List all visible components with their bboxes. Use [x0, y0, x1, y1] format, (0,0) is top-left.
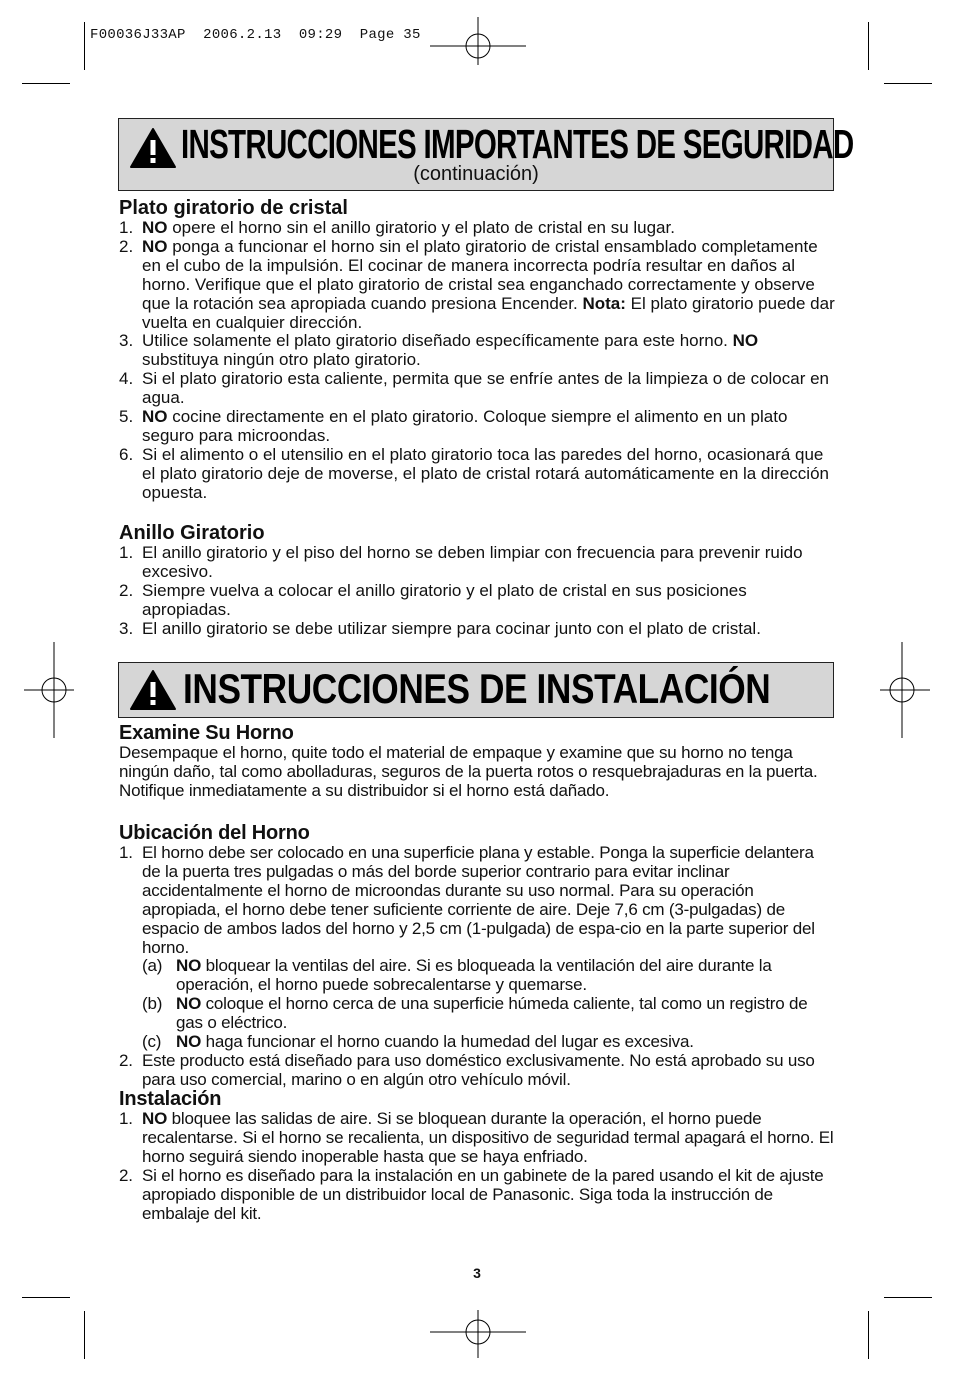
registration-mark-right [880, 642, 930, 738]
list-item: 5. NO cocine directamente en el plato giratorio. Coloque siempre el alimento en un plato seguro para microondas. [119, 407, 788, 445]
installation-banner [118, 662, 834, 718]
list-item: 2. NO ponga a funcionar el horno sin el plato giratorio de cristal ensamblado completamente en el cubo de la impulsión. El cocinar de manera incorrecta podría resultar en daños al horno. Verifique que el plato giratorio de cristal sea enganchado correctamente y observe que la rotación sea apropiada cuando presiona Encender. Nota: El plato giratorio puede dar vuelta en cualquier dirección. [119, 236, 835, 332]
list-item: 6. Si el alimento o el utensilio en el plato giratorio toca las paredes del horno, ocasionará que el plato giratorio deje de moverse, el plato de cristal rotará automáticamente en la dirección opuesta. [119, 444, 829, 502]
list-item: 2. Siempre vuelva a colocar el anillo giratorio y el plato de cristal en sus posiciones apropiadas. [119, 580, 747, 619]
registration-mark-left [24, 642, 74, 738]
section-heading: Anillo Giratorio [119, 522, 265, 544]
list-item: 4. Si el plato giratorio esta caliente, permita que se enfríe antes de la limpieza o de colocar en agua. [119, 369, 830, 408]
list-item: 1. NO opere el horno sin el anillo giratorio y el plato de cristal en su lugar. [119, 218, 675, 237]
printer-slug: F00036J33AP 2006.2.13 09:29 Page 35 [90, 27, 421, 43]
warning-triangle-icon [129, 669, 177, 711]
list-item: 3. Utilice solamente el plato giratorio diseñado específicamente para este horno. NO substituya ningún otro plato giratorio. [119, 331, 759, 370]
safety-banner-subtitle: (continuación) [413, 163, 539, 185]
section-anillo-giratorio [119, 522, 835, 639]
safety-banner [118, 118, 854, 191]
list-subitem: (c) NO haga funcionar el horno cuando la humedad del lugar es excesiva. [142, 1032, 694, 1052]
registration-mark-bottom [430, 1310, 526, 1358]
section-heading: Ubicación del Horno [119, 822, 310, 844]
list-item: 2. Este producto está diseñado para uso doméstico exclusivamente. No está aprobado su uso para uso comercial, marino o en algún otro vehículo móvil. [119, 1050, 815, 1089]
paragraph: Desempaque el horno, quite todo el material de empaque y examine que su horno no tenga ningún daño, tal como abolladuras, seguros de la puerta rotos o resquebrajaduras en la puerta. Notifique inmediatamente a su distribuidor si el horno está dañado. [119, 743, 818, 800]
section-ubicacion-horno [119, 822, 835, 1090]
list-item: 3. El anillo giratorio se debe utilizar siempre para cocinar junto con el plato de cristal. [119, 618, 761, 638]
list-item: 1. El anillo giratorio y el piso del horno se deben limpiar con frecuencia para prevenir ruido excesivo. [119, 543, 803, 581]
installation-banner-title: INSTRUCCIONES DE INSTALACIÓN [183, 665, 771, 712]
section-examine-horno [119, 722, 835, 801]
section-heading: Examine Su Horno [119, 722, 294, 744]
list-subitem: (a) NO bloquear la ventilas del aire. Si es bloqueada la ventilación del aire durante la operación, el horno puede sobrecalentarse y quemarse. [142, 956, 772, 995]
section-plato-giratorio [119, 197, 835, 503]
list-item: 1. El horno debe ser colocado en una superficie plana y estable. Ponga la superficie delantera de la puerta tres pulgadas o más del borde superior contrario para evitar inclinar accidentalmente el horno de microondas durante su uso normal. Para su operación apropiada, el horno debe tener suficiente corriente de aire. Deje 7,6 cm (3-pulgadas) de espacio de ambos lados del horno y 2,5 cm (1-pulgada) de espa-cio en la parte superior del horno. [119, 843, 815, 957]
section-instalacion [119, 1088, 835, 1223]
section-heading: Plato giratorio de cristal [119, 197, 348, 219]
list-subitem: (b) NO coloque el horno cerca de una superficie húmeda caliente, tal como un registro de gas o eléctrico. [142, 994, 808, 1033]
section-heading: Instalación [119, 1088, 222, 1110]
page-number: 3 [473, 1265, 481, 1281]
safety-banner-title: INSTRUCCIONES IMPORTANTES DE SEGURIDAD [181, 121, 854, 167]
registration-mark-top [430, 17, 526, 65]
list-item: 1. NO bloquee las salidas de aire. Si se bloquean durante la operación, el horno puede recalentarse. Si el horno se recalienta, un dispositivo de seguridad termal apagará el horno. El horno seguirá siendo inoperable hasta que se haya enfriado. [119, 1109, 834, 1166]
list-item: 2. Si el horno es diseñado para la instalación en un gabinete de la pared usando el kit de ajuste apropiado disponible de un distribuidor local de Panasonic. Siga toda la instrucción de embalaje del kit. [119, 1165, 824, 1223]
